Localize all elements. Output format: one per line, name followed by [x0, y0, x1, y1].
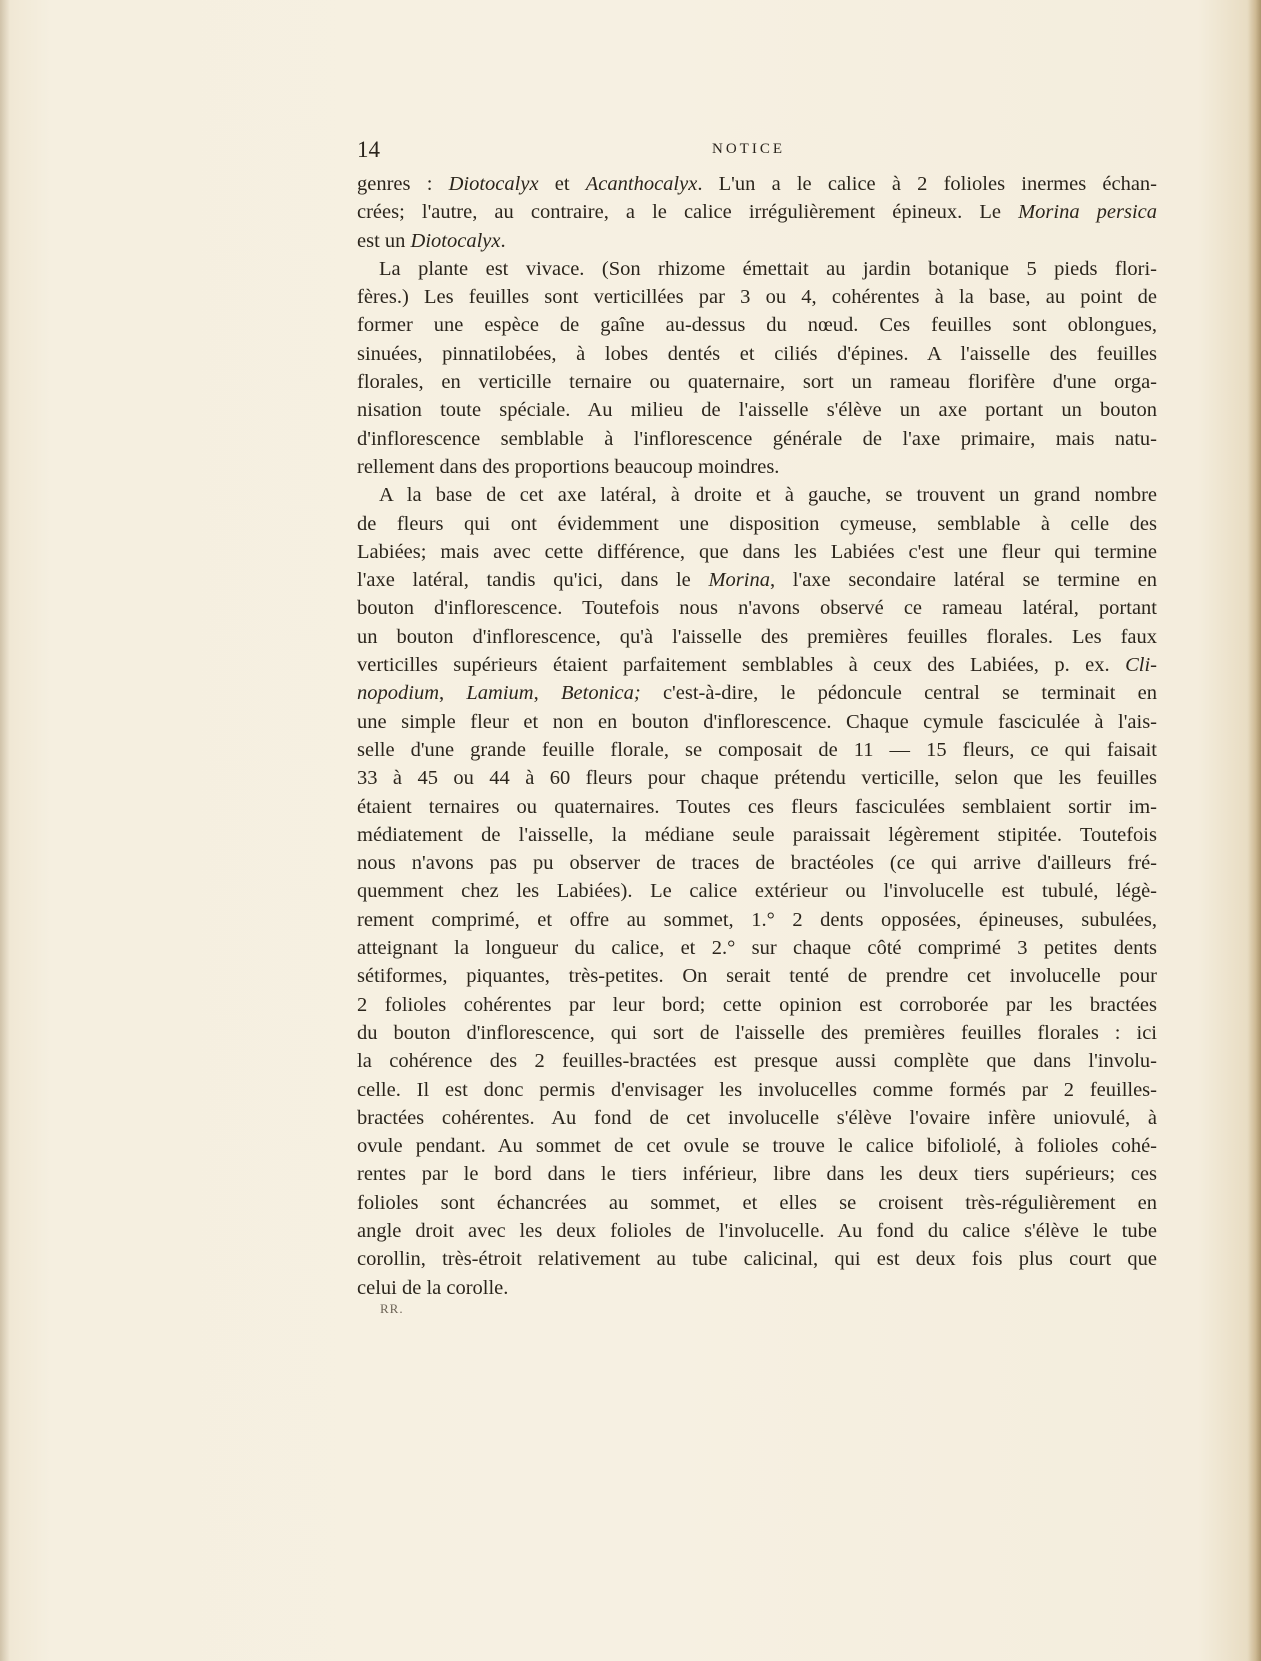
text-run: un bouton d'inflorescence, qu'à l'aisselle des premières feuilles florales. Les faux — [357, 625, 1157, 648]
text-run: nous n'avons pas pu observer de traces de bractéoles (ce qui arrive d'ailleurs fré- — [357, 852, 1157, 875]
text-line — [357, 481, 1157, 509]
text-line — [357, 170, 1157, 198]
text-run: bractées cohérentes. Au fond de cet involucelle s'élève l'ovaire infère uniovulé, à — [357, 1106, 1157, 1129]
text-run: celle. Il est donc permis d'envisager les involucelles comme formés par 2 feuilles- — [357, 1078, 1157, 1101]
text-line — [357, 623, 1157, 651]
text-line — [357, 594, 1157, 622]
italic-term: Cli- — [1125, 654, 1157, 677]
text-run: A la base de cet axe latéral, à droite et à gauche, se trouvent un grand nombre — [379, 484, 1157, 507]
paragraph — [357, 481, 1157, 1302]
text-run: . — [500, 229, 506, 252]
text-run: fères.) Les feuilles sont verticillées par 3 ou 4, cohérentes à la base, au point de — [357, 286, 1157, 309]
italic-term: nopodium — [357, 682, 439, 705]
text-run: rement comprimé, et offre au sommet, 1.° 2 dents opposées, épineuses, subulées, — [357, 908, 1157, 931]
text-line — [357, 425, 1157, 453]
text-run: et — [538, 173, 586, 195]
text-run: étaient ternaires ou quaternaires. Toutes ces fleurs fasciculées semblaient sortir im- — [357, 795, 1157, 818]
text-run: selle d'une grande feuille florale, se composait de 11 — 15 fleurs, ce qui faisait — [357, 738, 1157, 761]
text-run: rellement dans des proportions beaucoup moindres. — [357, 455, 780, 478]
text-line — [357, 906, 1157, 934]
text-run: ovule pendant. Au sommet de cet ovule se trouve le calice bifoliolé, à folioles cohé- — [357, 1135, 1157, 1158]
text-line — [357, 934, 1157, 962]
text-run: 2 folioles cohérentes par leur bord; cette opinion est corroborée par les bractées — [357, 993, 1157, 1016]
text-line — [357, 538, 1157, 566]
text-line — [357, 1104, 1157, 1132]
text-line — [357, 311, 1157, 339]
text-run: genres : — [357, 173, 449, 195]
text-run: , — [533, 682, 561, 705]
text-run: quemment chez les Labiées). Le calice extérieur ou l'involucelle est tubulé, légè- — [357, 880, 1157, 903]
text-line — [357, 340, 1157, 368]
italic-term: Diotocalyx — [410, 229, 501, 252]
text-run: , — [439, 682, 467, 705]
running-head: NOTICE — [712, 141, 785, 157]
text-run: atteignant la longueur du calice, et 2.° sur chaque côté comprimé 3 petites dents — [357, 937, 1157, 960]
text-line — [357, 1217, 1157, 1245]
text-line — [357, 198, 1157, 226]
paragraph — [357, 255, 1157, 481]
text-run: est un — [357, 229, 411, 252]
text-run: médiatement de l'aisselle, la médiane seule paraissait légèrement stipitée. Toutefois — [357, 823, 1157, 846]
text-run: bouton d'inflorescence. Toutefois nous n'avons observé ce rameau latéral, portant — [357, 597, 1157, 620]
text-run: de fleurs qui ont évidemment une disposition cymeuse, semblable à celle des — [357, 512, 1157, 535]
text-line — [357, 453, 1157, 481]
text-line — [357, 821, 1157, 849]
text-line — [357, 566, 1157, 594]
text-run: verticilles supérieurs étaient parfaitement semblables à ceux des Labiées, p. ex. — [357, 654, 1126, 677]
text-line — [357, 396, 1157, 424]
text-line — [357, 1076, 1157, 1104]
page-spine-edge — [1247, 0, 1261, 1661]
text-run: La plante est vivace. (Son rhizome émettait au jardin botanique 5 pieds flori- — [379, 257, 1157, 280]
text-run: rentes par le bord dans le tiers inférieur, libre dans les deux tiers supérieurs; ces — [357, 1163, 1157, 1186]
text-line — [357, 1274, 1157, 1302]
text-line — [357, 1047, 1157, 1075]
text-run: folioles sont échancrées au sommet, et elles se croisent très-régulièrement en — [357, 1191, 1157, 1214]
body-text — [357, 170, 1157, 1302]
text-run: angle droit avec les deux folioles de l'involucelle. Au fond du calice s'élève le tube — [357, 1219, 1157, 1242]
text-run: sétiformes, piquantes, très-petites. On serait tenté de prendre cet involucelle pour — [357, 965, 1157, 988]
text-line — [357, 877, 1157, 905]
paragraph — [357, 170, 1157, 255]
text-run: sinuées, pinnatilobées, à lobes dentés et ciliés d'épines. A l'aisselle des feuilles — [357, 342, 1157, 365]
text-run: du bouton d'inflorescence, qui sort de l'aisselle des premières feuilles florales : ici — [357, 1021, 1157, 1044]
text-line — [357, 708, 1157, 736]
italic-term: Morina — [708, 569, 770, 592]
page-header — [357, 139, 823, 163]
text-line — [357, 793, 1157, 821]
text-run: Labiées; mais avec cette différence, que dans les Labiées c'est une fleur qui termine — [357, 540, 1157, 563]
text-run: d'inflorescence semblable à l'inflorescence générale de l'axe primaire, mais natu- — [357, 427, 1157, 450]
text-line — [357, 283, 1157, 311]
text-line — [357, 1132, 1157, 1160]
text-line — [357, 368, 1157, 396]
text-run: nisation toute spéciale. Au milieu de l'aisselle s'élève un axe portant un bouton — [357, 399, 1157, 422]
italic-term: Acanthocalyx — [585, 173, 698, 195]
text-run: former une espèce de gaîne au-dessus du nœud. Ces feuilles sont oblongues, — [357, 314, 1157, 337]
text-run: c'est-à-dire, le pédoncule central se terminait en — [640, 682, 1158, 705]
text-run: florales, en verticille ternaire ou quaternaire, sort un rameau florifère d'une orga- — [357, 371, 1157, 394]
page-number: 14 — [357, 137, 380, 162]
text-line — [357, 679, 1157, 707]
signature: RR. — [380, 1301, 404, 1316]
text-line — [357, 962, 1157, 990]
text-run: . L'un a le calice à 2 folioles inermes échan- — [697, 173, 1158, 195]
text-run: 33 à 45 ou 44 à 60 fleurs pour chaque prétendu verticille, selon que les feuilles — [357, 767, 1157, 790]
text-line — [357, 991, 1157, 1019]
text-line — [357, 1160, 1157, 1188]
text-line — [357, 1189, 1157, 1217]
text-run: celui de la corolle. — [357, 1276, 509, 1299]
text-run: la cohérence des 2 feuilles-bractées est presque aussi complète que dans l'involu- — [357, 1050, 1157, 1073]
text-run: crées; l'autre, au contraire, a le calice irrégulièrement épineux. Le — [357, 201, 1019, 224]
text-line — [357, 1019, 1157, 1047]
italic-term: Betonica; — [561, 682, 641, 705]
text-line — [357, 736, 1157, 764]
text-line — [357, 1245, 1157, 1273]
text-line — [357, 764, 1157, 792]
page-left-edge — [0, 0, 10, 1661]
text-line — [357, 510, 1157, 538]
text-line — [357, 849, 1157, 877]
italic-term: Diotocalyx — [448, 173, 539, 195]
text-line — [357, 227, 1157, 255]
text-run: une simple fleur et non en bouton d'inflorescence. Chaque cymule fasciculée à l'ais- — [357, 710, 1157, 733]
italic-term: Morina persica — [1018, 201, 1157, 224]
text-run: l'axe latéral, tandis qu'ici, dans le — [357, 569, 709, 592]
text-run: , l'axe secondaire latéral se termine en — [769, 569, 1157, 592]
italic-term: Lamium — [466, 682, 534, 705]
text-line — [357, 651, 1157, 679]
text-run: corollin, très-étroit relativement au tube calicinal, qui est deux fois plus court que — [357, 1248, 1157, 1271]
text-line — [357, 255, 1157, 283]
